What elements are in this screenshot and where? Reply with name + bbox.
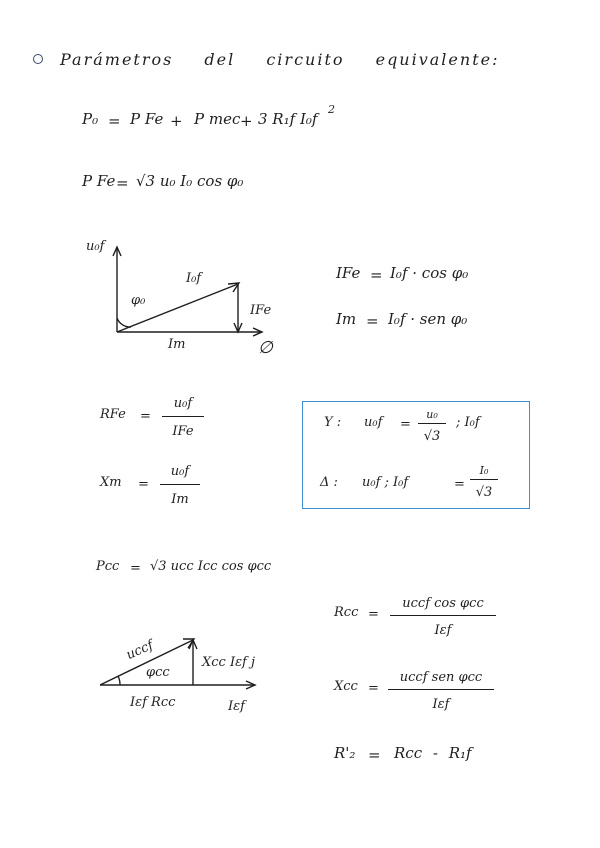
eq-p0-plus-2: + [240, 112, 253, 130]
eq-rfe-equals: = [140, 409, 151, 424]
eq-rcc-equals: = [368, 607, 379, 622]
eq-im-rhs: I₀f · sen φ₀ [388, 310, 468, 328]
eq-ife-equals: = [370, 266, 383, 284]
box-star-lhs: u₀f [364, 415, 383, 430]
box-star-equals: = [400, 417, 411, 432]
label-ife: IFe [250, 303, 272, 318]
eq-im-lhs: Im [336, 310, 357, 328]
label-phi0: φ₀ [131, 293, 146, 308]
label-phicc: φcc [146, 665, 170, 680]
eq-pfe-lhs: P Fe [82, 172, 116, 190]
eq-p0-term-pfe: P Fe [130, 110, 164, 128]
label-uccf: uccf [124, 638, 156, 663]
eq-ife-rhs: I₀f · cos φ₀ [390, 264, 469, 282]
eq-ife-lhs: IFe [336, 264, 361, 282]
eq-xm-lhs: Xm [100, 475, 122, 490]
eq-xm-denominator: Im [171, 492, 189, 507]
box-delta-mid: u₀f ; I₀f [362, 475, 409, 490]
box-delta-denominator: √3 [475, 485, 493, 500]
box-delta-symbol: Δ : [320, 475, 338, 490]
fraction-bar [162, 416, 204, 417]
fraction-bar [418, 423, 446, 424]
phicc-angle-arc [118, 676, 120, 685]
label-phi: ∅ [258, 338, 273, 358]
fraction-bar [390, 615, 496, 616]
no-load-phasor-diagram [113, 247, 262, 336]
eq-pcc-equals: = [130, 561, 141, 576]
eq-pcc-rhs: √3 ucc Icc cos φcc [150, 559, 272, 574]
label-xcc: Xcc Iεf j [202, 655, 256, 670]
fraction-bar [388, 689, 494, 690]
eq-r2-equals: = [368, 746, 381, 764]
label-u0f: u₀f [86, 239, 105, 254]
eq-rfe-denominator: IFe [172, 424, 194, 439]
label-im: Im [168, 337, 186, 352]
eq-rcc-numerator: uccf cos φcc [402, 596, 484, 611]
label-i0f: I₀f [186, 271, 202, 286]
eq-pfe-rhs: √3 u₀ I₀ cos φ₀ [136, 172, 244, 190]
eq-rcc-lhs: Rcc [334, 605, 359, 620]
eq-p0-equals: = [108, 112, 121, 130]
box-delta-equals: = [454, 477, 465, 492]
eq-p0-exponent: 2 [328, 103, 335, 116]
eq-p0-term-pmec: P mec [194, 110, 241, 128]
eq-xcc-lhs: Xcc [334, 679, 358, 694]
i0f-phasor-line [117, 284, 238, 332]
section-heading: Parámetros del circuito equivalente: [60, 50, 500, 69]
eq-rcc-denominator: Iεf [434, 623, 452, 638]
phi0-angle-arc [117, 318, 131, 327]
eq-p0-lhs: P₀ [82, 110, 99, 128]
box-delta-numerator: I₀ [479, 464, 489, 477]
eq-p0-term-copper: 3 R₁f I₀f [258, 110, 318, 128]
box-star-tail: ; I₀f [456, 415, 480, 430]
eq-rfe-lhs: RFe [100, 407, 126, 422]
fraction-bar [160, 484, 200, 485]
eq-xm-numerator: u₀f [170, 464, 190, 479]
eq-r2-lhs: R'₂ [334, 744, 356, 762]
eq-pcc-lhs: Pcc [96, 559, 120, 574]
eq-xcc-equals: = [368, 681, 379, 696]
eq-p0-plus-1: + [170, 112, 183, 130]
eq-im-equals: = [366, 312, 379, 330]
eq-r2-rhs: Rcc - R₁f [394, 744, 472, 762]
eq-xcc-numerator: uccf sen φcc [399, 670, 483, 685]
eq-xcc-denominator: Iεf [432, 697, 450, 712]
eq-xm-equals: = [138, 477, 149, 492]
box-star-symbol: Y : [324, 415, 342, 430]
eq-rfe-numerator: u₀f [173, 396, 193, 411]
box-star-denominator: √3 [423, 429, 441, 444]
label-rcc: Iεf Rcc [130, 695, 176, 710]
fraction-bar [470, 479, 498, 480]
eq-pfe-equals: = [116, 174, 129, 192]
box-star-numerator: u₀ [426, 408, 438, 421]
label-ief: Iεf [228, 699, 245, 714]
